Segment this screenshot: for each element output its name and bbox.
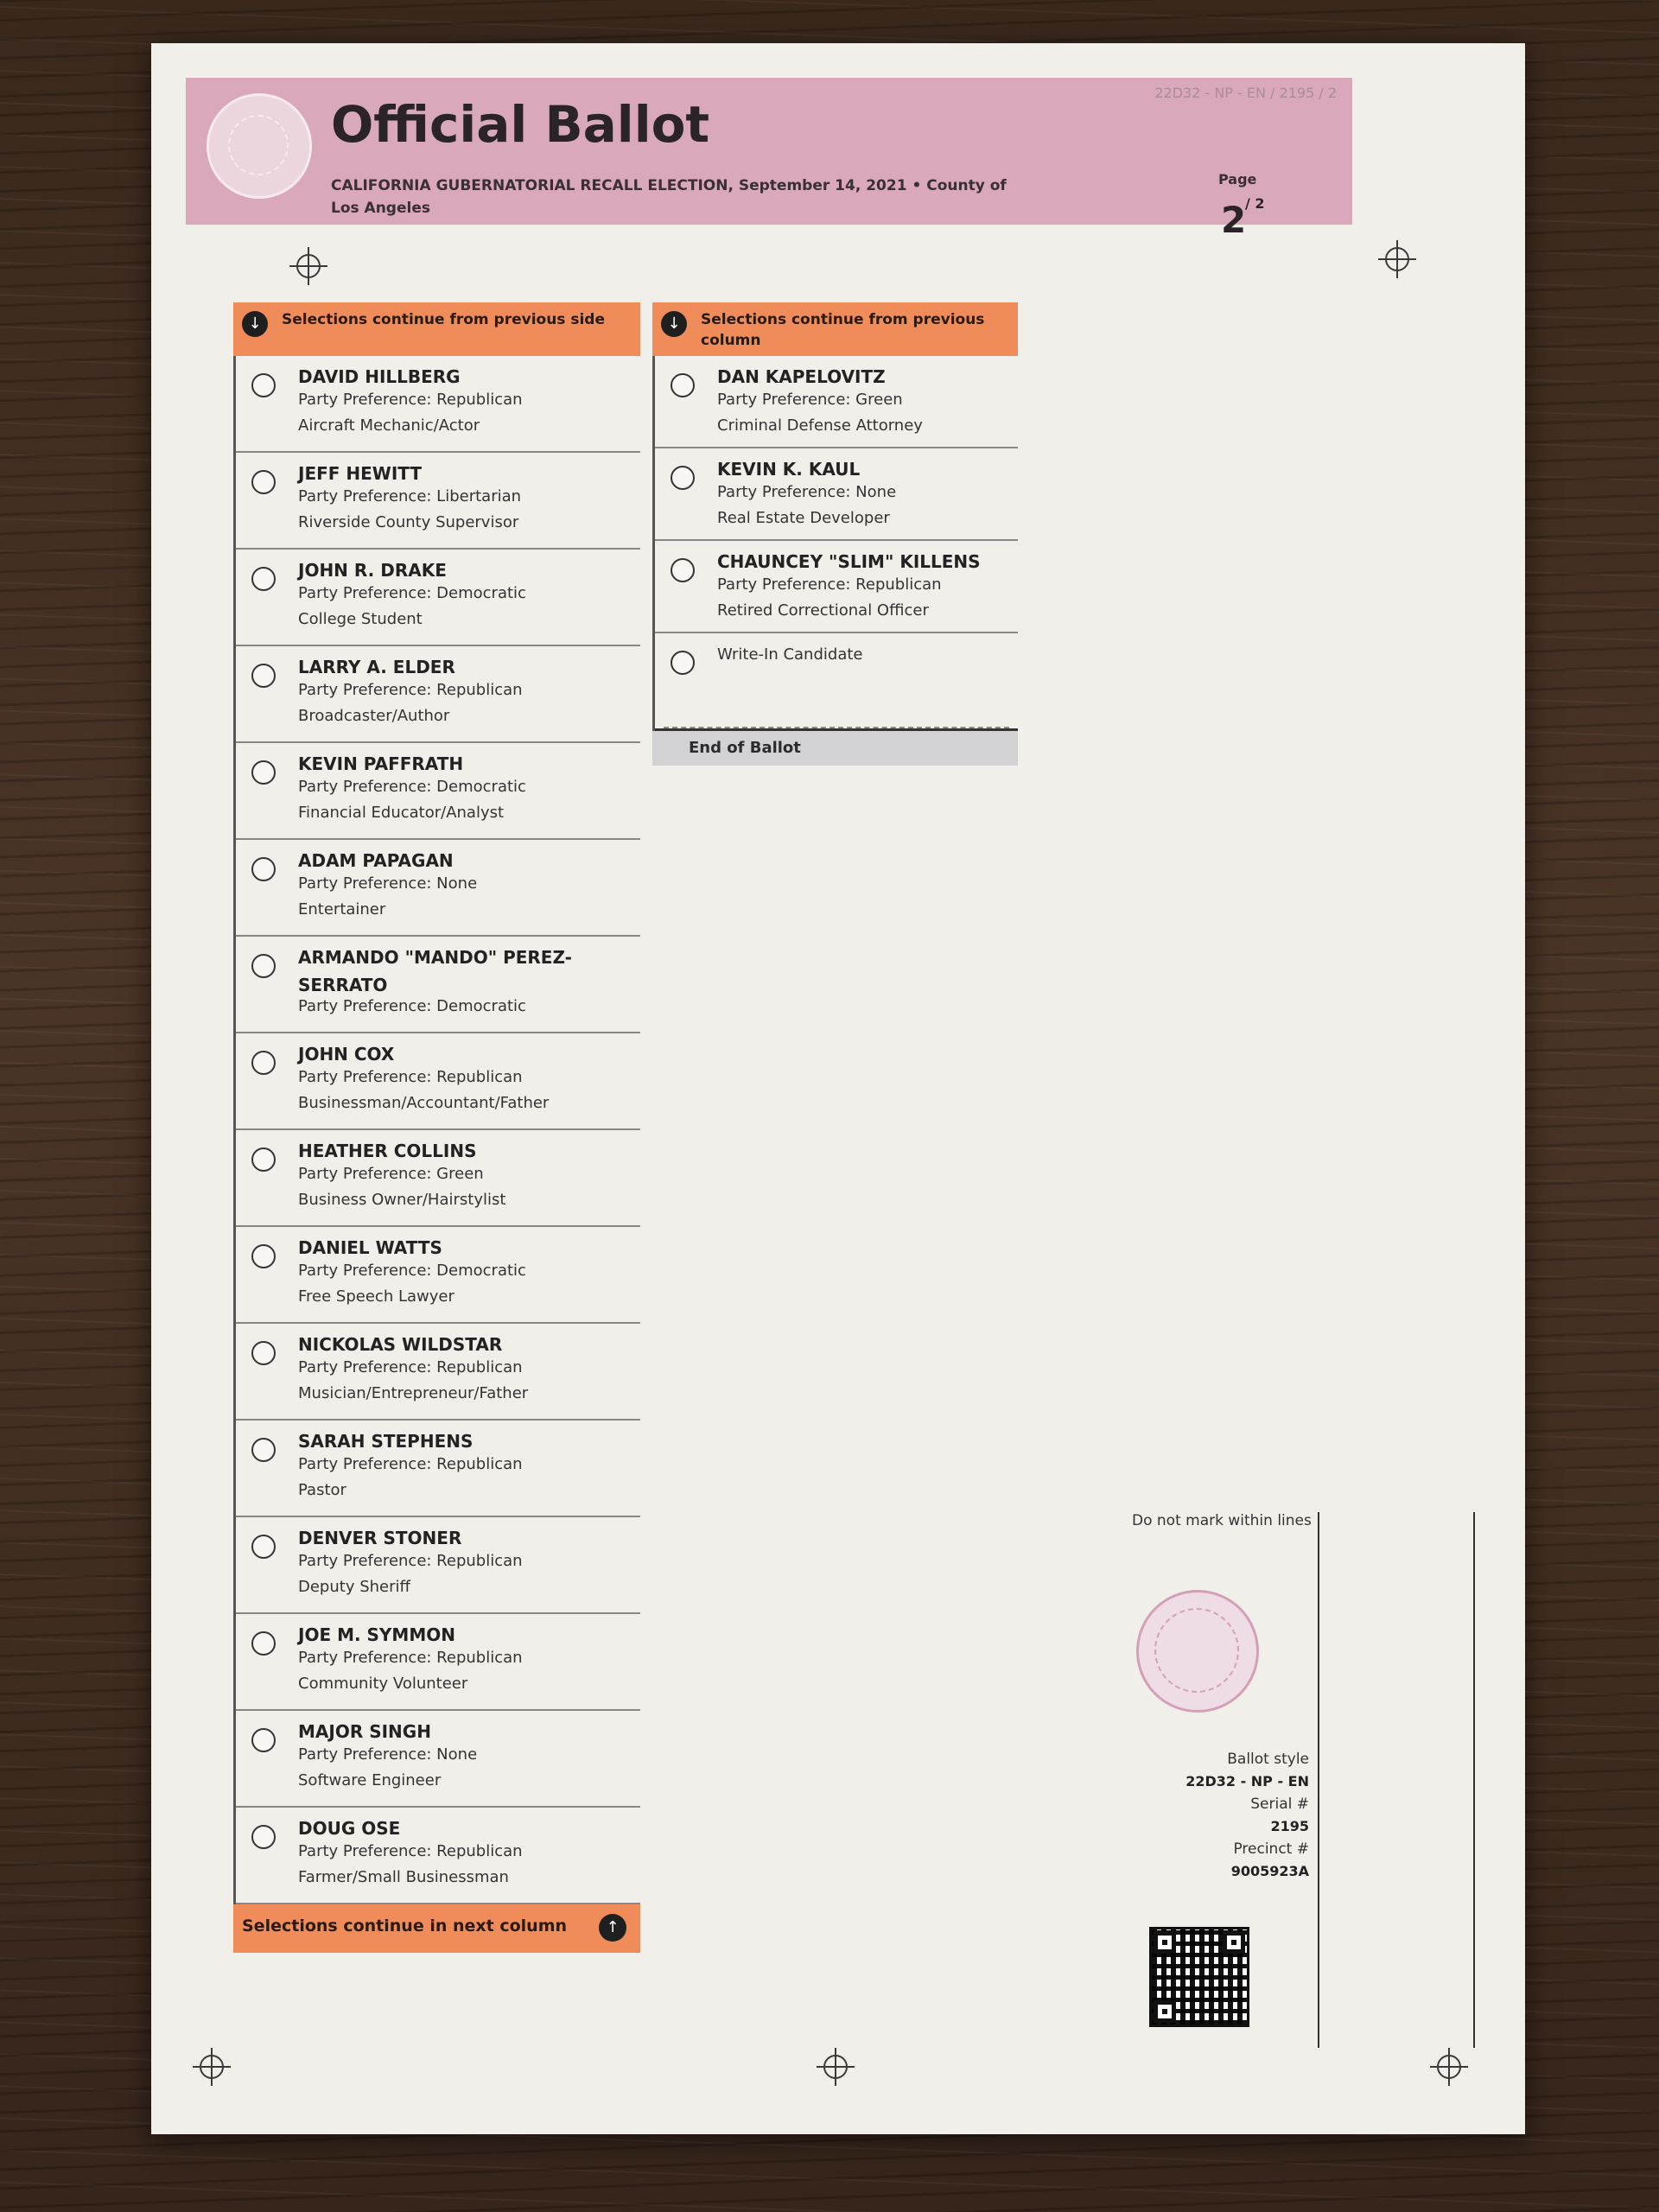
candidate-row[interactable] — [655, 448, 1018, 541]
candidate-name: JEFF HEWITT — [298, 463, 423, 484]
candidate-occupation: College Student — [298, 610, 423, 628]
party-preference: Party Preference: Republican — [298, 681, 523, 699]
arrow-down-icon: ↓ — [661, 311, 687, 337]
candidate-name: JOHN COX — [298, 1044, 395, 1065]
qr-code-icon — [1149, 1927, 1249, 2027]
party-preference: Party Preference: Libertarian — [298, 487, 522, 505]
continue-from-banner — [652, 302, 1018, 356]
candidate-occupation: Retired Correctional Officer — [717, 601, 929, 620]
party-preference: Party Preference: Republican — [298, 1068, 523, 1086]
candidate-name: ARMANDO "MANDO" PEREZ-SERRATO — [298, 947, 572, 995]
party-preference: Party Preference: None — [298, 1745, 478, 1764]
vote-bubble[interactable] — [251, 1631, 276, 1656]
candidate-row[interactable] — [236, 1033, 640, 1130]
party-preference: Party Preference: Republican — [298, 1649, 523, 1667]
continue-from-banner — [233, 302, 640, 356]
page-total: / 2 — [1245, 195, 1265, 212]
candidate-name: ADAM PAPAGAN — [298, 850, 454, 871]
vote-bubble[interactable] — [251, 1051, 276, 1075]
vote-bubble[interactable] — [251, 567, 276, 591]
candidate-row[interactable] — [236, 1324, 640, 1421]
candidate-occupation: Financial Educator/Analyst — [298, 804, 505, 822]
candidate-name: LARRY A. ELDER — [298, 657, 455, 677]
candidate-row[interactable] — [236, 1614, 640, 1711]
registration-target-icon — [1430, 2048, 1468, 2086]
vote-bubble[interactable] — [251, 664, 276, 688]
vote-bubble[interactable] — [671, 373, 695, 397]
candidate-name: JOE M. SYMMON — [298, 1624, 455, 1645]
election-subtitle: CALIFORNIA GUBERNATORIAL RECALL ELECTION, September 14, 2021 • County of Los Angeles — [331, 177, 1007, 217]
write-in-bubble[interactable] — [671, 651, 695, 675]
candidate-occupation: Software Engineer — [298, 1771, 442, 1789]
vote-bubble[interactable] — [251, 1535, 276, 1559]
candidate-occupation: Farmer/Small Businessman — [298, 1868, 509, 1886]
page-number: 2 — [1221, 199, 1247, 241]
candidate-row[interactable] — [236, 937, 640, 1033]
candidate-occupation: Free Speech Lawyer — [298, 1287, 454, 1306]
vote-bubble[interactable] — [251, 1244, 276, 1268]
continue-from-label: Selections continue from previous column — [701, 311, 985, 349]
vote-bubble[interactable] — [671, 558, 695, 582]
vote-bubble[interactable] — [251, 1341, 276, 1365]
do-not-mark-note: Do not mark within lines — [1132, 1512, 1312, 1529]
serial-value: 2195 — [1270, 1818, 1309, 1834]
candidate-name: NICKOLAS WILDSTAR — [298, 1334, 503, 1355]
party-preference: Party Preference: None — [298, 874, 478, 893]
registration-target-icon — [193, 2048, 231, 2086]
candidate-row[interactable] — [236, 1808, 640, 1904]
vote-bubble[interactable] — [671, 466, 695, 490]
candidate-name: DAN KAPELOVITZ — [717, 366, 886, 387]
party-preference: Party Preference: Republican — [298, 1358, 523, 1376]
page-title: Official Ballot — [331, 95, 710, 154]
candidate-name: DENVER STONER — [298, 1528, 462, 1548]
candidate-column-1 — [233, 302, 640, 1953]
vote-bubble[interactable] — [251, 1825, 276, 1849]
page-label: Page — [1218, 171, 1257, 188]
candidate-column-2 — [652, 302, 1018, 766]
candidate-name: DANIEL WATTS — [298, 1237, 442, 1258]
end-of-ballot-bar — [652, 731, 1018, 766]
precinct-label: Precinct # — [1233, 1840, 1309, 1858]
candidate-name: DOUG OSE — [298, 1818, 401, 1839]
candidate-row[interactable] — [236, 1517, 640, 1614]
end-of-ballot-label: End of Ballot — [689, 739, 801, 757]
party-preference: Party Preference: Democratic — [298, 778, 526, 796]
candidate-occupation: Businessman/Accountant/Father — [298, 1094, 550, 1112]
vote-bubble[interactable] — [251, 1438, 276, 1462]
continue-from-label: Selections continue from previous side — [282, 311, 605, 328]
vote-bubble[interactable] — [251, 470, 276, 494]
candidate-occupation: Pastor — [298, 1481, 346, 1499]
party-preference: Party Preference: Green — [717, 391, 903, 409]
ballot-code: 22D32 - NP - EN / 2195 / 2 — [1154, 85, 1337, 101]
candidate-name: MAJOR SINGH — [298, 1721, 431, 1742]
candidate-row[interactable] — [236, 840, 640, 937]
arrow-up-icon: ↑ — [599, 1914, 626, 1942]
party-preference: Party Preference: Republican — [298, 391, 523, 409]
candidate-occupation: Community Volunteer — [298, 1675, 468, 1693]
candidate-row[interactable] — [236, 1130, 640, 1227]
county-seal-icon — [207, 93, 312, 199]
candidate-row[interactable] — [236, 646, 640, 743]
precinct-value: 9005923A — [1230, 1863, 1309, 1879]
party-preference: Party Preference: Democratic — [298, 1262, 526, 1280]
candidate-name: CHAUNCEY "SLIM" KILLENS — [717, 551, 981, 572]
candidate-occupation: Musician/Entrepreneur/Father — [298, 1384, 529, 1402]
party-preference: Party Preference: Republican — [298, 1842, 523, 1860]
margin-line — [1473, 1512, 1475, 2048]
candidate-name: HEATHER COLLINS — [298, 1141, 477, 1161]
candidate-occupation: Real Estate Developer — [717, 509, 890, 527]
candidate-row[interactable] — [236, 1421, 640, 1517]
header-banner — [186, 78, 1352, 241]
vote-bubble[interactable] — [251, 857, 276, 881]
candidate-row[interactable] — [236, 1227, 640, 1324]
party-preference: Party Preference: Democratic — [298, 584, 526, 602]
write-in-row[interactable] — [655, 633, 1018, 685]
candidate-name: SARAH STEPHENS — [298, 1431, 474, 1452]
party-preference: Party Preference: Republican — [717, 575, 942, 594]
vote-bubble[interactable] — [251, 1147, 276, 1172]
candidate-occupation: Aircraft Mechanic/Actor — [298, 416, 480, 435]
party-preference: Party Preference: Green — [298, 1165, 484, 1183]
state-seal-icon — [1136, 1590, 1259, 1713]
candidate-row[interactable] — [655, 356, 1018, 448]
ballot-style-label: Ballot style — [1227, 1751, 1309, 1768]
candidate-row[interactable] — [236, 1711, 640, 1808]
candidate-row[interactable] — [236, 743, 640, 840]
candidate-row[interactable] — [236, 356, 640, 453]
vote-bubble[interactable] — [251, 373, 276, 397]
candidate-name: KEVIN PAFFRATH — [298, 753, 464, 774]
registration-target-icon — [817, 2048, 855, 2086]
continue-to-banner — [233, 1904, 640, 1953]
write-in-field[interactable] — [655, 685, 1018, 731]
candidate-name: DAVID HILLBERG — [298, 366, 461, 387]
candidate-occupation: Broadcaster/Author — [298, 707, 450, 725]
serial-label: Serial # — [1250, 1796, 1309, 1813]
candidate-occupation: Criminal Defense Attorney — [717, 416, 923, 435]
candidate-row[interactable] — [236, 453, 640, 550]
vote-bubble[interactable] — [251, 1728, 276, 1752]
candidate-occupation: Deputy Sheriff — [298, 1578, 410, 1596]
continue-to-label: Selections continue in next column — [242, 1916, 568, 1936]
registration-target-icon — [289, 247, 327, 285]
ballot-paper — [151, 43, 1525, 2134]
ballot-style-value: 22D32 - NP - EN — [1185, 1773, 1309, 1789]
candidate-name: KEVIN K. KAUL — [717, 459, 861, 480]
registration-target-icon — [1378, 240, 1416, 278]
candidate-name: JOHN R. DRAKE — [298, 560, 447, 581]
candidate-row[interactable] — [236, 550, 640, 646]
margin-line — [1318, 1512, 1319, 2048]
candidate-occupation: Business Owner/Hairstylist — [298, 1191, 506, 1209]
vote-bubble[interactable] — [251, 954, 276, 978]
candidate-occupation: Riverside County Supervisor — [298, 513, 519, 531]
arrow-down-icon: ↓ — [242, 311, 268, 337]
party-preference: Party Preference: Republican — [298, 1552, 523, 1570]
vote-bubble[interactable] — [251, 760, 276, 785]
write-in-label: Write-In Candidate — [717, 645, 863, 664]
candidate-occupation: Entertainer — [298, 900, 386, 918]
candidate-row[interactable] — [655, 541, 1018, 633]
party-preference: Party Preference: Democratic — [298, 997, 526, 1015]
party-preference: Party Preference: Republican — [298, 1455, 523, 1473]
party-preference: Party Preference: None — [717, 483, 897, 501]
